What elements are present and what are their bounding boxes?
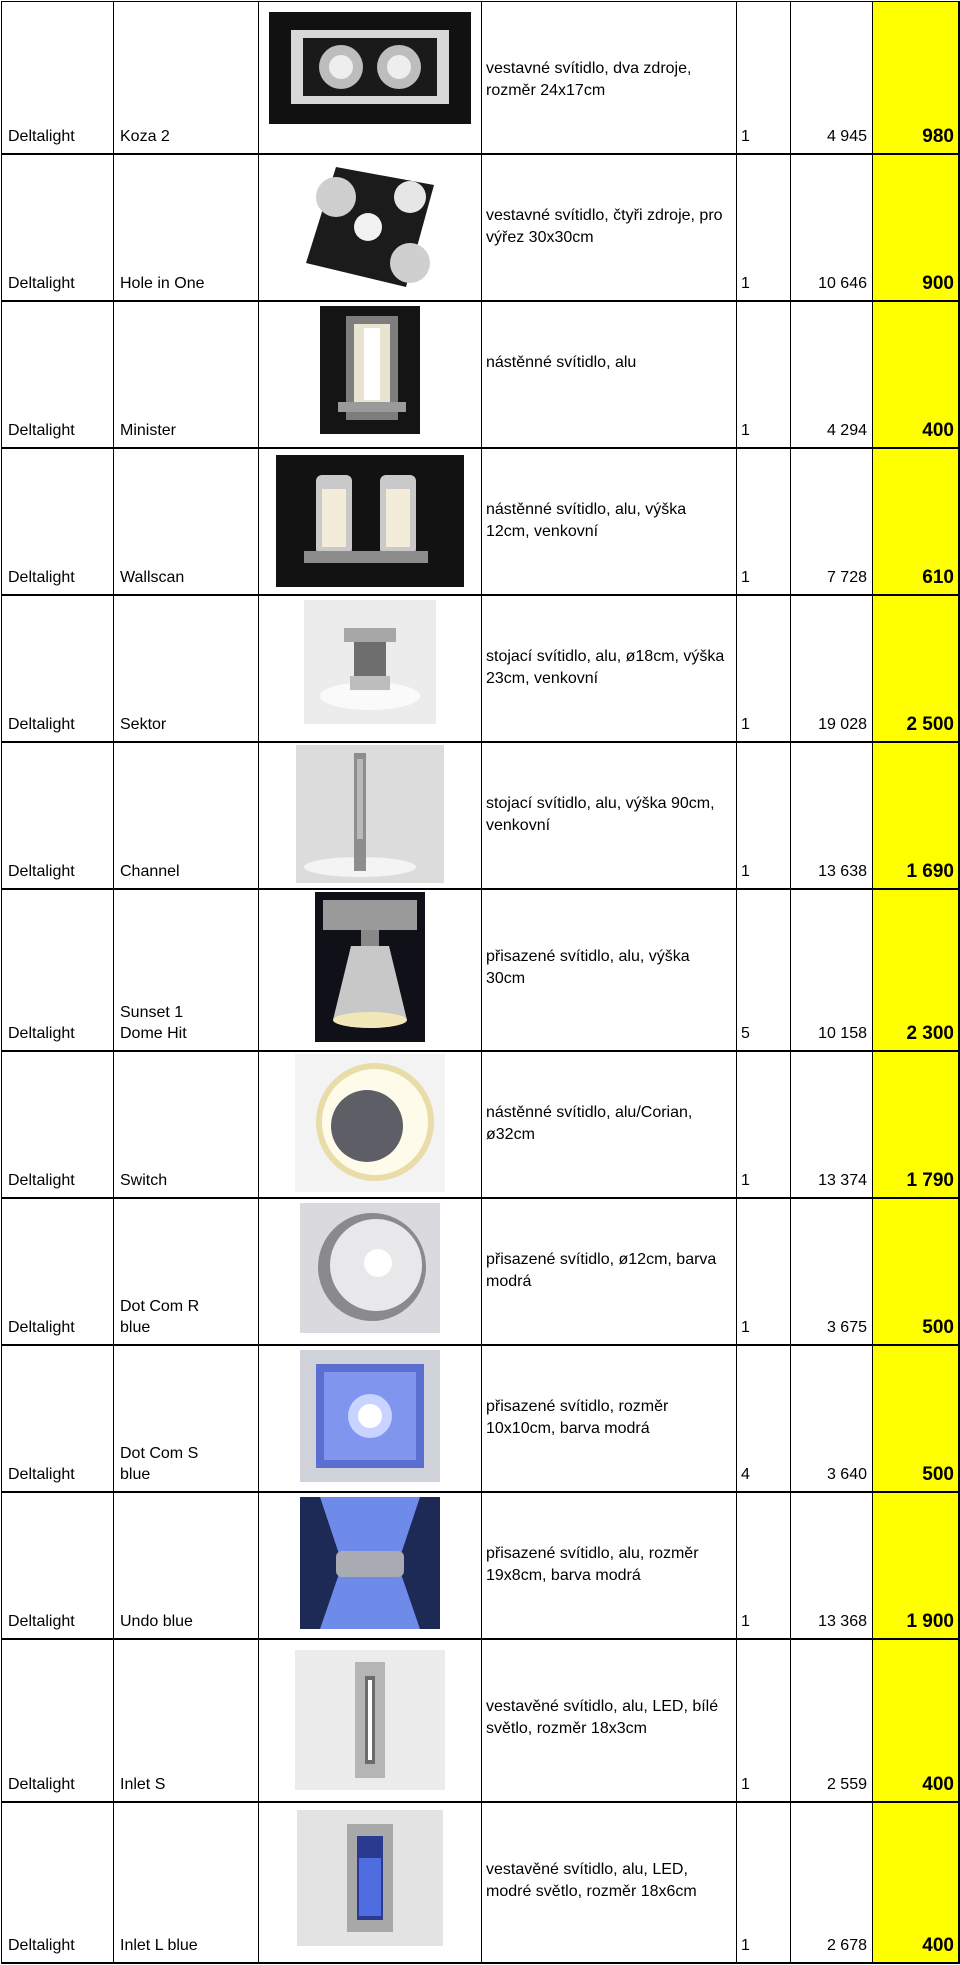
product-name-cell	[114, 1493, 259, 1638]
total-price-cell	[873, 2, 960, 153]
brand-text: Deltalight	[8, 863, 75, 880]
table-row	[2, 743, 960, 890]
brand-cell	[2, 155, 114, 300]
quantity-cell	[737, 743, 791, 888]
image-cell	[259, 1199, 482, 1344]
unit-price-text: 3 640	[826, 1466, 867, 1483]
brand-text: Deltalight	[8, 1776, 75, 1793]
image-cell	[259, 1052, 482, 1197]
quantity-cell	[737, 890, 791, 1050]
unit-price-text: 2 559	[826, 1776, 867, 1793]
description-cell	[482, 449, 737, 594]
table-row	[2, 890, 960, 1052]
product-name-cell	[114, 155, 259, 300]
product-name: Wallscan	[120, 569, 185, 586]
total-price-text: 2 300	[906, 1023, 954, 1044]
quantity-cell	[737, 155, 791, 300]
product-name-cell	[114, 1199, 259, 1344]
total-price-text: 500	[922, 1317, 954, 1338]
product-photo	[269, 12, 471, 124]
quantity-text: 1	[741, 1613, 750, 1630]
brand-text: Deltalight	[8, 275, 75, 292]
low-bollard-light-icon	[304, 600, 436, 724]
product-photo	[297, 1810, 443, 1946]
image-cell	[259, 1346, 482, 1491]
recessed-four-spot-icon	[306, 167, 434, 287]
unit-price-cell	[791, 1640, 873, 1801]
unit-price-text: 10 158	[818, 1025, 867, 1042]
total-price-text: 400	[922, 1774, 954, 1795]
table-row	[2, 449, 960, 596]
image-cell	[259, 1493, 482, 1638]
unit-price-text: 7 728	[826, 569, 867, 586]
unit-price-text: 10 646	[818, 275, 867, 292]
description-text: vestavěné svítidlo, alu, LED, bílé světlo, rozměr 18x3cm	[486, 1698, 719, 1737]
description-text: stojací svítidlo, alu, výška 90cm, venkovní	[486, 795, 715, 834]
table-row	[2, 1052, 960, 1199]
unit-price-cell	[791, 1493, 873, 1638]
table-row	[2, 1803, 960, 1964]
table-row	[2, 1493, 960, 1640]
quantity-cell	[737, 596, 791, 741]
brand-cell	[2, 1052, 114, 1197]
image-cell	[259, 302, 482, 447]
description-text: stojací svítidlo, alu, ø18cm, výška 23cm, venkovní	[486, 648, 725, 687]
product-name: Undo blue	[120, 1613, 193, 1630]
quantity-cell	[737, 1346, 791, 1491]
recessed-led-slot-light-icon	[295, 1650, 445, 1790]
product-name-cell	[114, 449, 259, 594]
product-name: Koza 2	[120, 128, 170, 145]
unit-price-cell	[791, 1346, 873, 1491]
brand-text: Deltalight	[8, 422, 75, 439]
total-price-cell	[873, 743, 960, 888]
image-cell	[259, 1640, 482, 1801]
product-name: Inlet S	[120, 1776, 166, 1793]
product-name: Channel	[120, 863, 180, 880]
product-name-cell	[114, 302, 259, 447]
brand-cell	[2, 302, 114, 447]
unit-price-text: 13 368	[818, 1613, 867, 1630]
total-price-cell	[873, 449, 960, 594]
up-down-blue-wall-light-icon	[300, 1497, 440, 1629]
unit-price-text: 2 678	[826, 1937, 867, 1954]
unit-price-cell	[791, 743, 873, 888]
image-cell	[259, 1803, 482, 1962]
description-cell	[482, 596, 737, 741]
unit-price-cell	[791, 2, 873, 153]
brand-cell	[2, 449, 114, 594]
unit-price-cell	[791, 302, 873, 447]
round-wall-disc-light-icon	[295, 1054, 445, 1192]
table-row	[2, 155, 960, 302]
total-price-cell	[873, 1640, 960, 1801]
brand-cell	[2, 1346, 114, 1491]
image-cell	[259, 2, 482, 153]
product-photo	[300, 1350, 440, 1482]
brand-cell	[2, 1493, 114, 1638]
description-text: nástěnné svítidlo, alu, výška 12cm, venkovní	[486, 501, 687, 540]
brand-cell	[2, 743, 114, 888]
total-price-text: 980	[922, 126, 954, 147]
description-text: přisazené svítidlo, alu, rozměr 19x8cm, barva modrá	[486, 1545, 699, 1584]
brand-cell	[2, 1803, 114, 1962]
brand-text: Deltalight	[8, 1466, 75, 1483]
table-row	[2, 1199, 960, 1346]
description-text: vestavné svítidlo, čtyři zdroje, pro výřez 30x30cm	[486, 207, 723, 246]
total-price-cell	[873, 1052, 960, 1197]
product-photo	[315, 892, 425, 1042]
product-name-cell	[114, 1803, 259, 1962]
product-name: Dot Com R blue	[120, 1298, 200, 1336]
brand-text: Deltalight	[8, 1613, 75, 1630]
total-price-text: 1 790	[906, 1170, 954, 1191]
unit-price-text: 13 374	[818, 1172, 867, 1189]
image-cell	[259, 596, 482, 741]
image-cell	[259, 890, 482, 1050]
quantity-cell	[737, 1052, 791, 1197]
product-photo	[306, 167, 434, 287]
description-cell	[482, 1493, 737, 1638]
tall-bollard-light-icon	[296, 745, 444, 883]
description-cell	[482, 1199, 737, 1344]
product-name-cell	[114, 743, 259, 888]
unit-price-text: 13 638	[818, 863, 867, 880]
description-text: přisazené svítidlo, rozměr 10x10cm, barva modrá	[486, 1398, 669, 1437]
image-cell	[259, 155, 482, 300]
brand-text: Deltalight	[8, 1319, 75, 1336]
total-price-cell	[873, 302, 960, 447]
quantity-cell	[737, 449, 791, 594]
ceiling-cone-light-icon	[315, 892, 425, 1042]
product-name-cell	[114, 1346, 259, 1491]
total-price-text: 500	[922, 1464, 954, 1485]
total-price-text: 400	[922, 420, 954, 441]
square-blue-surface-light-icon	[300, 1350, 440, 1482]
total-price-cell	[873, 1199, 960, 1344]
image-cell	[259, 743, 482, 888]
product-name: Switch	[120, 1172, 168, 1189]
product-name-cell	[114, 596, 259, 741]
brand-text: Deltalight	[8, 128, 75, 145]
unit-price-cell	[791, 890, 873, 1050]
description-text: nástěnné svítidlo, alu	[486, 354, 637, 371]
product-photo	[300, 1497, 440, 1629]
total-price-cell	[873, 890, 960, 1050]
recessed-blue-led-step-light-icon	[297, 1810, 443, 1946]
brand-cell	[2, 596, 114, 741]
description-cell	[482, 302, 737, 447]
total-price-text: 610	[922, 567, 954, 588]
description-cell	[482, 743, 737, 888]
quantity-text: 1	[741, 1937, 750, 1954]
quantity-text: 1	[741, 275, 750, 292]
total-price-text: 1 900	[906, 1611, 954, 1632]
product-name: Minister	[120, 422, 177, 439]
table-row	[2, 1640, 960, 1803]
product-name: Sektor	[120, 716, 167, 733]
table-row	[2, 302, 960, 449]
brand-cell	[2, 1640, 114, 1801]
total-price-text: 2 500	[906, 714, 954, 735]
product-photo	[295, 1650, 445, 1790]
product-photo	[296, 745, 444, 883]
product-photo	[295, 1054, 445, 1192]
quantity-text: 1	[741, 716, 750, 733]
total-price-text: 400	[922, 1935, 954, 1956]
brand-text: Deltalight	[8, 1172, 75, 1189]
quantity-cell	[737, 1640, 791, 1801]
unit-price-text: 19 028	[818, 716, 867, 733]
quantity-text: 1	[741, 422, 750, 439]
product-name: Sunset 1 Dome Hit	[120, 1004, 187, 1042]
unit-price-text: 3 675	[826, 1319, 867, 1336]
product-name: Inlet L blue	[120, 1937, 198, 1954]
description-text: vestavěné svítidlo, alu, LED, modré světlo, rozměr 18x6cm	[486, 1861, 697, 1900]
description-text: přisazené svítidlo, alu, výška 30cm	[486, 948, 690, 987]
unit-price-cell	[791, 1803, 873, 1962]
description-cell	[482, 1346, 737, 1491]
product-name: Dot Com S blue	[120, 1445, 199, 1483]
unit-price-text: 4 294	[826, 422, 867, 439]
product-name-cell	[114, 1640, 259, 1801]
unit-price-cell	[791, 596, 873, 741]
quantity-text: 1	[741, 1319, 750, 1336]
product-name-cell	[114, 1052, 259, 1197]
quantity-text: 5	[741, 1025, 750, 1042]
brand-text: Deltalight	[8, 569, 75, 586]
round-surface-light-icon	[300, 1203, 440, 1333]
description-cell	[482, 1640, 737, 1801]
quantity-cell	[737, 2, 791, 153]
table-row	[2, 596, 960, 743]
unit-price-cell	[791, 1199, 873, 1344]
quantity-text: 1	[741, 1776, 750, 1793]
unit-price-text: 4 945	[826, 128, 867, 145]
description-text: nástěnné svítidlo, alu/Corian, ø32cm	[486, 1104, 693, 1143]
product-name: Hole in One	[120, 275, 205, 292]
table-row	[2, 1346, 960, 1493]
brand-text: Deltalight	[8, 716, 75, 733]
quantity-cell	[737, 302, 791, 447]
product-photo	[276, 455, 464, 587]
wall-lantern-icon	[320, 306, 420, 434]
image-cell	[259, 449, 482, 594]
total-price-text: 900	[922, 273, 954, 294]
brand-text: Deltalight	[8, 1025, 75, 1042]
unit-price-cell	[791, 155, 873, 300]
brand-cell	[2, 1199, 114, 1344]
description-cell	[482, 2, 737, 153]
total-price-cell	[873, 1493, 960, 1638]
product-photo	[320, 306, 420, 434]
quantity-text: 1	[741, 1172, 750, 1189]
total-price-text: 1 690	[906, 861, 954, 882]
total-price-cell	[873, 1346, 960, 1491]
description-cell	[482, 890, 737, 1050]
quantity-text: 4	[741, 1466, 750, 1483]
quantity-text: 1	[741, 128, 750, 145]
description-cell	[482, 1803, 737, 1962]
product-photo	[300, 1203, 440, 1333]
brand-cell	[2, 2, 114, 153]
description-cell	[482, 155, 737, 300]
description-text: přisazené svítidlo, ø12cm, barva modrá	[486, 1251, 717, 1290]
quantity-cell	[737, 1199, 791, 1344]
quantity-cell	[737, 1493, 791, 1638]
brand-cell	[2, 890, 114, 1050]
price-table	[1, 1, 960, 1964]
quantity-text: 1	[741, 569, 750, 586]
double-cylinder-wall-light-icon	[276, 455, 464, 587]
quantity-cell	[737, 1803, 791, 1962]
table-row	[2, 2, 960, 155]
product-name-cell	[114, 2, 259, 153]
product-photo	[304, 600, 436, 724]
recessed-double-spotlight-icon	[269, 12, 471, 124]
total-price-cell	[873, 596, 960, 741]
brand-text: Deltalight	[8, 1937, 75, 1954]
product-name-cell	[114, 890, 259, 1050]
unit-price-cell	[791, 1052, 873, 1197]
description-text: vestavné svítidlo, dva zdroje, rozměr 24x17cm	[486, 60, 692, 99]
description-cell	[482, 1052, 737, 1197]
unit-price-cell	[791, 449, 873, 594]
total-price-cell	[873, 155, 960, 300]
total-price-cell	[873, 1803, 960, 1962]
quantity-text: 1	[741, 863, 750, 880]
